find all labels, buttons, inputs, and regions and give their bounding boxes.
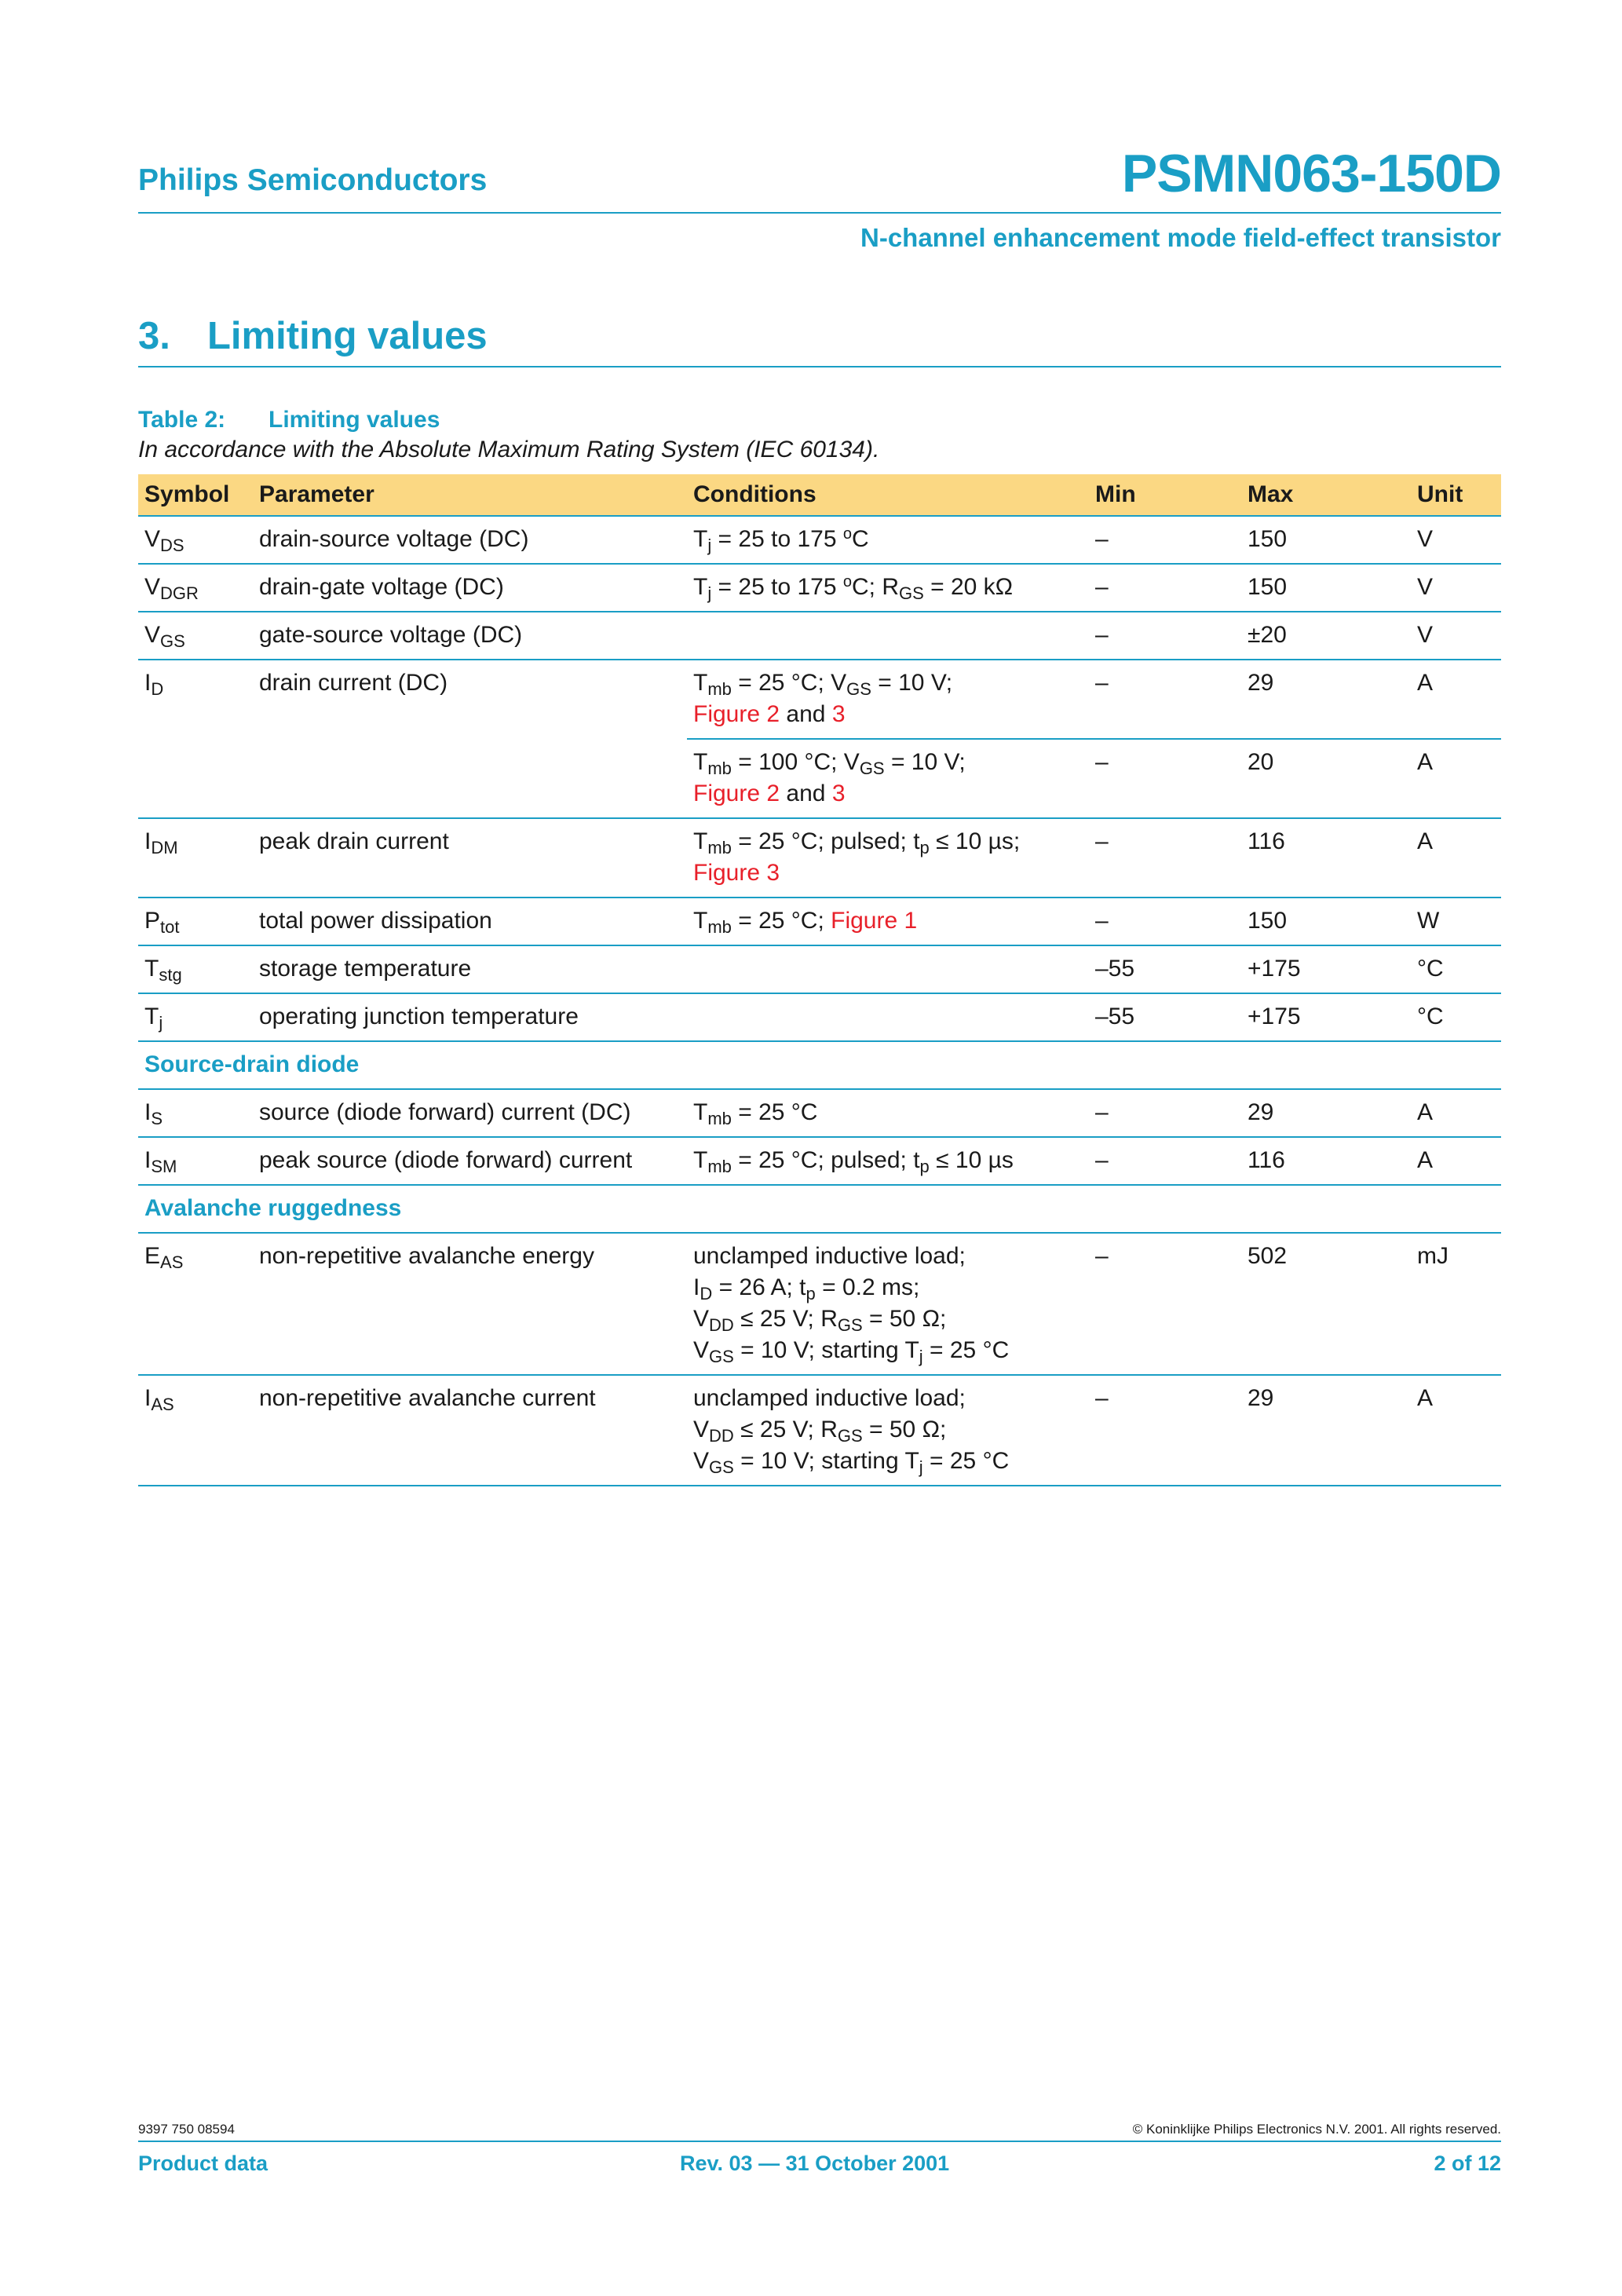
unit-cell: V: [1411, 612, 1501, 660]
conditions-cell: [687, 993, 1089, 1041]
section-row-avalanche: [138, 1185, 1501, 1233]
figure-3-link[interactable]: 3: [831, 781, 846, 806]
header-rule: [138, 212, 1501, 214]
section-number: 3.: [138, 315, 170, 357]
min-cell: –: [1089, 564, 1241, 612]
unit-cell: A: [1411, 1089, 1501, 1137]
min-cell: –: [1089, 612, 1241, 660]
symbol-cell: $V_{DS}$: [138, 516, 253, 564]
parameter-cell: drain-gate voltage (DC): [253, 564, 687, 612]
figure-2-link[interactable]: Figure 2: [693, 781, 780, 806]
min-cell: –: [1089, 516, 1241, 564]
table-row: [138, 516, 1501, 564]
parameter-cell: gate-source voltage (DC): [253, 612, 687, 660]
parameter-cell: source (diode forward) current (DC): [253, 1089, 687, 1137]
table-row: [138, 1233, 1501, 1375]
document-subtitle: N-channel enhancement mode field-effect transistor: [860, 223, 1501, 252]
max-cell: 29: [1241, 1089, 1411, 1137]
max-cell: 150: [1241, 564, 1411, 612]
table-row: [138, 612, 1501, 660]
header-parameter: Parameter: [253, 474, 687, 516]
figure-1-link[interactable]: Figure 1: [831, 908, 918, 934]
table-row: [138, 818, 1501, 898]
min-cell: –55: [1089, 993, 1241, 1041]
section-title: Limiting values: [207, 315, 488, 357]
figure-3-link[interactable]: Figure 3: [693, 860, 780, 886]
symbol-cell: $I_D$: [138, 660, 253, 739]
table-row: [138, 1375, 1501, 1486]
parameter-cell: drain-source voltage (DC): [253, 516, 687, 564]
company-name: Philips Semiconductors: [138, 163, 488, 197]
unit-cell: A: [1411, 660, 1501, 739]
max-cell: 150: [1241, 516, 1411, 564]
table-note: In accordance with the Absolute Maximum Rating System (IEC 60134).: [138, 437, 880, 462]
conditions-cell: $T_j = 25$ to 175 $^o$C: [687, 516, 1089, 564]
conditions-cell: $T_{mb} = 25$ °C; pulsed; $t_p \le 10$ µs: [687, 1137, 1089, 1185]
min-cell: –55: [1089, 945, 1241, 993]
table-header-row: [138, 474, 1501, 516]
parameter-cell: storage temperature: [253, 945, 687, 993]
table-row: [138, 739, 1501, 818]
unit-cell: A: [1411, 1137, 1501, 1185]
unit-cell: °C: [1411, 945, 1501, 993]
conditions-cell: $T_{mb} = 100$ °C; $V_{GS} = 10$ V; Figure 2 and 3: [687, 739, 1089, 818]
max-cell: ±20: [1241, 612, 1411, 660]
symbol-cell: $E_{AS}$: [138, 1233, 253, 1375]
figure-2-link[interactable]: Figure 2: [693, 701, 780, 727]
max-cell: 116: [1241, 818, 1411, 898]
limiting-values-table: [138, 474, 1501, 1486]
unit-cell: A: [1411, 739, 1501, 818]
footer-product-label: Product data: [138, 2152, 269, 2175]
symbol-cell: $P_{tot}$: [138, 898, 253, 945]
symbol-cell: $V_{DGR}$: [138, 564, 253, 612]
header-max: Max: [1241, 474, 1411, 516]
table-row: [138, 564, 1501, 612]
min-cell: –: [1089, 660, 1241, 739]
table-number: Table 2:: [138, 407, 226, 433]
conditions-cell: unclamped inductive load; $I_D = 26$ A; $t_p = 0.2$ ms; $V_{DD} \le 25$ V; $R_{GS} = 50$ Ω; $V_{GS} = 10$ V; starting $T_j = 25$ °C: [687, 1233, 1089, 1375]
table-row: [138, 660, 1501, 739]
figure-3-link[interactable]: 3: [831, 701, 846, 727]
max-cell: 116: [1241, 1137, 1411, 1185]
unit-cell: mJ: [1411, 1233, 1501, 1375]
table-title: Limiting values: [269, 407, 440, 433]
footer-revision: Rev. 03 — 31 October 2001: [680, 2152, 950, 2175]
min-cell: –: [1089, 818, 1241, 898]
min-cell: –: [1089, 1089, 1241, 1137]
parameter-cell: drain current (DC): [253, 660, 687, 739]
unit-cell: V: [1411, 516, 1501, 564]
symbol-cell: $V_{GS}$: [138, 612, 253, 660]
table-row: [138, 1089, 1501, 1137]
symbol-cell: $I_S$: [138, 1089, 253, 1137]
conditions-cell: [687, 945, 1089, 993]
unit-cell: V: [1411, 564, 1501, 612]
conditions-cell: unclamped inductive load; $V_{DD} \le 25$ V; $R_{GS} = 50$ Ω; $V_{GS} = 10$ V; starting $T_j = 25$ °C: [687, 1375, 1089, 1486]
footer-rule: [138, 2141, 1501, 2142]
unit-cell: W: [1411, 898, 1501, 945]
max-cell: 502: [1241, 1233, 1411, 1375]
table-caption: [138, 407, 440, 433]
table-row: [138, 945, 1501, 993]
parameter-cell: non-repetitive avalanche current: [253, 1375, 687, 1486]
symbol-cell: $I_{DM}$: [138, 818, 253, 898]
unit-cell: °C: [1411, 993, 1501, 1041]
max-cell: 20: [1241, 739, 1411, 818]
max-cell: 29: [1241, 1375, 1411, 1486]
part-number: PSMN063-150D: [1121, 144, 1501, 203]
table-row: [138, 898, 1501, 945]
parameter-cell: [253, 739, 687, 818]
max-cell: 150: [1241, 898, 1411, 945]
conditions-cell: $T_{mb} = 25$ °C: [687, 1089, 1089, 1137]
parameter-cell: non-repetitive avalanche energy: [253, 1233, 687, 1375]
symbol-cell: $T_{stg}$: [138, 945, 253, 993]
min-cell: –: [1089, 898, 1241, 945]
header-min: Min: [1089, 474, 1241, 516]
min-cell: –: [1089, 1233, 1241, 1375]
min-cell: –: [1089, 1375, 1241, 1486]
header-symbol: Symbol: [138, 474, 253, 516]
conditions-cell: [687, 612, 1089, 660]
parameter-cell: operating junction temperature: [253, 993, 687, 1041]
max-cell: 29: [1241, 660, 1411, 739]
header-conditions: Conditions: [687, 474, 1089, 516]
parameter-cell: peak drain current: [253, 818, 687, 898]
min-cell: –: [1089, 1137, 1241, 1185]
symbol-cell: [138, 739, 253, 818]
section-label: Source-drain diode: [138, 1041, 1501, 1089]
max-cell: +175: [1241, 993, 1411, 1041]
unit-cell: A: [1411, 818, 1501, 898]
symbol-cell: $T_j$: [138, 993, 253, 1041]
footer-page-number: 2 of 12: [1434, 2152, 1501, 2175]
conditions-cell: $T_{mb} = 25$ °C; Figure 1: [687, 898, 1089, 945]
conditions-cell: $T_{mb} = 25$ °C; $V_{GS} = 10$ V; Figure 2 and 3: [687, 660, 1089, 739]
section-rule: [138, 366, 1501, 367]
conditions-cell: $T_{mb} = 25$ °C; pulsed; $t_p \le 10$ µs; Figure 3: [687, 818, 1089, 898]
min-cell: –: [1089, 739, 1241, 818]
parameter-cell: total power dissipation: [253, 898, 687, 945]
copyright-notice: © Koninklijke Philips Electronics N.V. 2001. All rights reserved.: [1132, 2122, 1501, 2137]
table-row: [138, 1137, 1501, 1185]
parameter-cell: peak source (diode forward) current: [253, 1137, 687, 1185]
table-row: [138, 993, 1501, 1041]
symbol-cell: $I_{SM}$: [138, 1137, 253, 1185]
unit-cell: A: [1411, 1375, 1501, 1486]
document-number: 9397 750 08594: [138, 2122, 235, 2137]
section-heading: [138, 314, 488, 358]
conditions-cell: $T_j = 25$ to 175 $^o$C; $R_{GS} = 20$ kΩ: [687, 564, 1089, 612]
section-row-source-drain: [138, 1041, 1501, 1089]
max-cell: +175: [1241, 945, 1411, 993]
section-label: Avalanche ruggedness: [138, 1185, 1501, 1233]
header-unit: Unit: [1411, 474, 1501, 516]
symbol-cell: $I_{AS}$: [138, 1375, 253, 1486]
